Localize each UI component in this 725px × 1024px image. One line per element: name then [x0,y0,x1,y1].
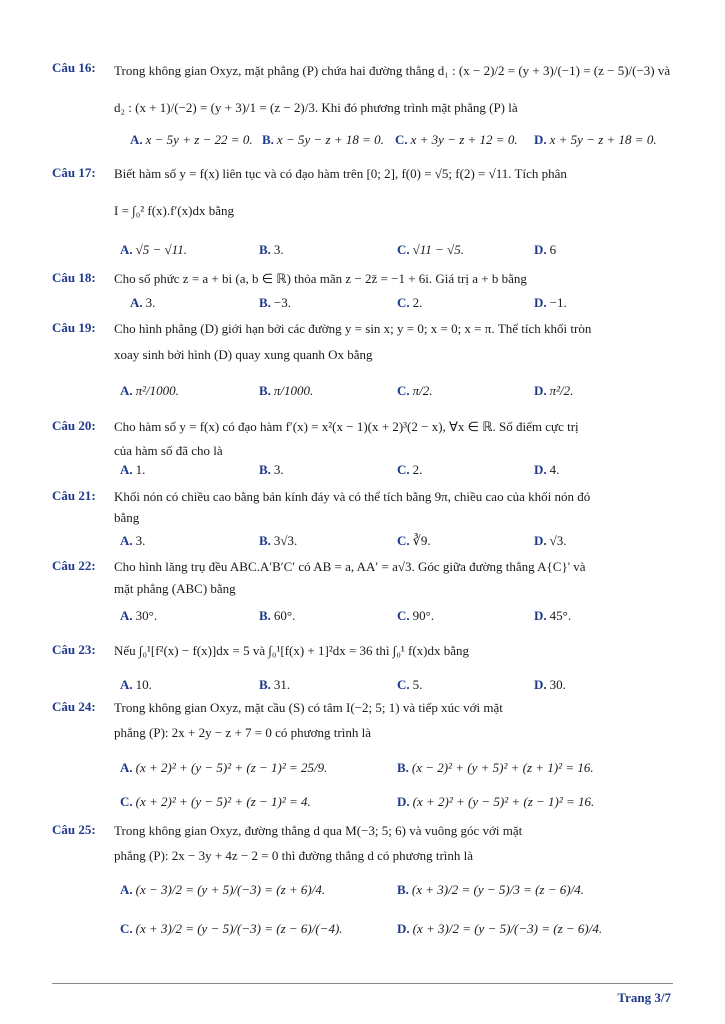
option-a[interactable]: A. 10. [120,677,152,692]
option-c[interactable]: C. 90°. [397,608,435,623]
option-d[interactable]: D. 6 [534,242,557,257]
question-label: Câu 23: [52,642,96,657]
option-d[interactable]: D. (x + 3)/2 = (y − 5)/(−3) = (z − 6)/4. [397,921,603,936]
option-a[interactable]: A. 3. [120,533,146,548]
question-stem: Cho hình lăng trụ đều ABC.A′B′C′ có AB = a, AA′ = a√3. Góc giữa đường thẳng A{C}' và [114,559,586,574]
option-d[interactable]: D. −1. [534,295,567,310]
option-b[interactable]: B. −3. [259,295,292,310]
option-c[interactable]: C. ∛9. [397,533,431,548]
page-number: Trang 3/7 [617,990,671,1005]
question-stem-continued: bằng [114,510,140,525]
option-c[interactable]: C. x + 3y − z + 12 = 0. [395,132,518,147]
option-b[interactable]: B. (x − 2)² + (y + 5)² + (z + 1)² = 16. [397,760,594,775]
option-b[interactable]: B. 60°. [259,608,296,623]
option-c[interactable]: C. (x + 3)/2 = (y − 5)/(−3) = (z − 6)/(−4). [120,921,343,936]
option-a[interactable]: A. (x − 3)/2 = (y + 5)/(−3) = (z + 6)/4. [120,882,326,897]
option-d[interactable]: D. 30. [534,677,566,692]
question-label: Câu 19: [52,320,96,335]
question-label: Câu 16: [52,60,96,75]
option-c[interactable]: C. 2. [397,462,423,477]
question-label: Câu 25: [52,822,96,837]
option-b[interactable]: B. 3. [259,242,284,257]
question-label: Câu 17: [52,165,96,180]
option-b[interactable]: B. 31. [259,677,291,692]
question-stem-continued: mặt phẳng (ABC) bằng [114,581,236,596]
option-c[interactable]: C. √11 − √5. [397,242,464,257]
option-d[interactable]: D. √3. [534,533,567,548]
question-label: Câu 21: [52,488,96,503]
option-b[interactable]: B. (x + 3)/2 = (y − 5)/3 = (z − 6)/4. [397,882,584,897]
option-b[interactable]: B. 3. [259,462,284,477]
option-c[interactable]: C. π/2. [397,383,433,398]
question-stem: Khối nón có chiều cao bằng bán kính đáy và có thể tích bằng 9π, chiều cao của khối nón đó [114,489,591,504]
option-a[interactable]: A. (x + 2)² + (y − 5)² + (z − 1)² = 25/9. [120,760,328,775]
option-b[interactable]: B. π/1000. [259,383,314,398]
question-label: Câu 22: [52,558,96,573]
question-stem: Cho hình phẳng (D) giới hạn bởi các đường y = sin x; y = 0; x = 0; x = π. Thể tích khối tròn [114,321,592,336]
question-stem: Trong không gian Oxyz, mặt cầu (S) có tâm I(−2; 5; 1) và tiếp xúc với mặt [114,700,503,715]
question-stem: Nếu ∫₀¹[f²(x) − f(x)]dx = 5 và ∫₀¹[f(x) + 1]²dx = 36 thì ∫₀¹ f(x)dx bằng [114,643,470,658]
footer-divider [52,983,673,984]
option-b[interactable]: B. x − 5y − z + 18 = 0. [262,132,384,147]
option-d[interactable]: D. 4. [534,462,560,477]
question-stem-continued: I = ∫₀² f(x).f′(x)dx bằng [114,203,234,218]
question-label: Câu 24: [52,699,96,714]
question-stem-continued: xoay sinh bởi hình (D) quay xung quanh Ox bằng [114,347,373,362]
question-stem: Biết hàm số y = f(x) liên tục và có đạo hàm trên [0; 2], f(0) = √5; f(2) = √11. Tích phân [114,166,567,181]
question-stem: Trong không gian Oxyz, đường thẳng d qua M(−3; 5; 6) và vuông góc với mặt [114,823,523,838]
option-d[interactable]: D. π²/2. [534,383,574,398]
option-c[interactable]: C. 2. [397,295,423,310]
question-stem: Trong không gian Oxyz, mặt phẳng (P) chứa hai đường thẳng d₁ : (x − 2)/2 = (y + 3)/(−1) = (z − 5)/(−3) và [114,63,671,78]
option-a[interactable]: A. 30°. [120,608,158,623]
option-d[interactable]: D. x + 5y − z + 18 = 0. [534,132,657,147]
question-label: Câu 18: [52,270,96,285]
question-stem-continued: d₂ : (x + 1)/(−2) = (y + 3)/1 = (z − 2)/3. Khi đó phương trình mặt phẳng (P) là [114,100,518,115]
option-d[interactable]: D. 45°. [534,608,572,623]
question-stem: Cho hàm số y = f(x) có đạo hàm f′(x) = x²(x − 1)(x + 2)³(2 − x), ∀x ∈ ℝ. Số điểm cực trị [114,419,579,434]
option-a[interactable]: A. 1. [120,462,146,477]
question-label: Câu 20: [52,418,96,433]
option-c[interactable]: C. 5. [397,677,423,692]
question-stem: Cho số phức z = a + bi (a, b ∈ ℝ) thỏa mãn z − 2z̄ = −1 + 6i. Giá trị a + b bằng [114,271,527,286]
question-stem-continued: của hàm số đã cho là [114,443,223,458]
option-c[interactable]: C. (x + 2)² + (y − 5)² + (z − 1)² = 4. [120,794,311,809]
question-stem-continued: phẳng (P): 2x + 2y − z + 7 = 0 có phương trình là [114,725,371,740]
option-a[interactable]: A. 3. [130,295,156,310]
question-stem-continued: phẳng (P): 2x − 3y + 4z − 2 = 0 thì đường thẳng d có phương trình là [114,848,474,863]
option-a[interactable]: A. √5 − √11. [120,242,187,257]
option-a[interactable]: A. x − 5y + z − 22 = 0. [130,132,253,147]
option-a[interactable]: A. π²/1000. [120,383,179,398]
option-b[interactable]: B. 3√3. [259,533,298,548]
option-d[interactable]: D. (x + 2)² + (y − 5)² + (z − 1)² = 16. [397,794,595,809]
